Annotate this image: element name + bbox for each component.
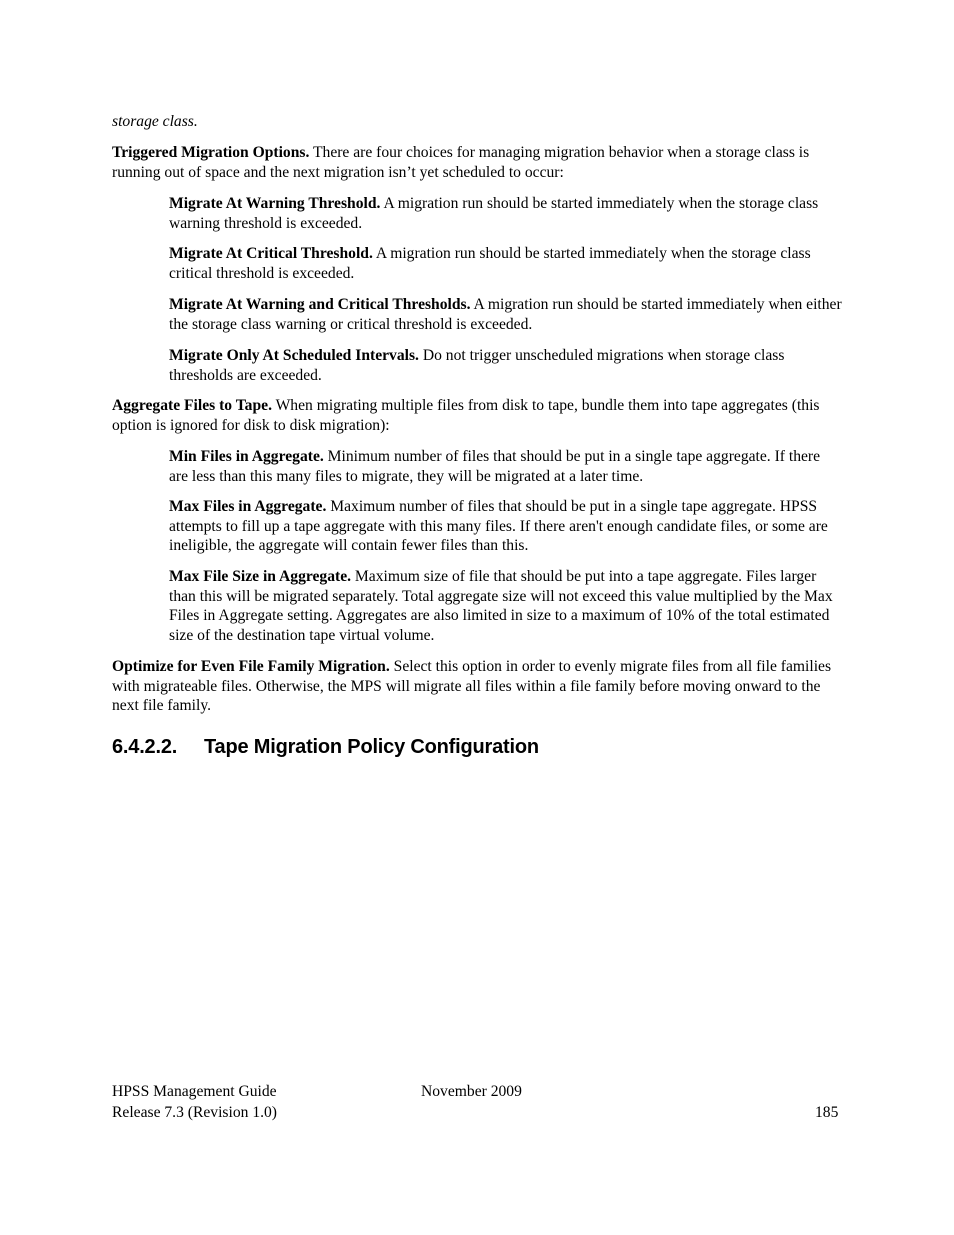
term-label: Max File Size in Aggregate. [169, 568, 352, 585]
footer-date: November 2009 [421, 1083, 522, 1100]
definition-text: Maximum size of file that should be put into a tape aggregate. Files larger than this will be migrated separately. Total aggregate size will not exceed this value multiplied by the Max Files in Aggregate setting. Aggregates are also limited in size to a maximum of 10% of the total estimated size of the destination tape virtual volume. [169, 568, 833, 644]
term-label: Min Files in Aggregate. [169, 448, 324, 465]
term-label: Migrate At Warning and Critical Thresholds. [169, 296, 471, 313]
aggregate-files-paragraph [112, 396, 842, 435]
option-max-files [169, 497, 842, 556]
option-min-files [169, 447, 842, 486]
term-label: Migrate At Critical Threshold. [169, 245, 373, 262]
term-label: Max Files in Aggregate. [169, 498, 327, 515]
definition-text: Select this option in order to evenly migrate files from all file families with migrateable files. Otherwise, the MPS will migrate all files within a file family before moving onward to the next file family. [112, 658, 832, 715]
definition-text: A migration run should be started immediately when the storage class critical threshold is exceeded. [169, 245, 811, 282]
triggered-migration-paragraph [112, 143, 842, 182]
optimize-paragraph [112, 657, 842, 716]
footer-page-number: 185 [815, 1104, 839, 1121]
option-warning-and-critical [169, 295, 842, 334]
footer-release: Release 7.3 (Revision 1.0) [112, 1104, 277, 1121]
section-heading [112, 733, 539, 761]
term-label: Migrate At Warning Threshold. [169, 195, 381, 212]
option-warning-threshold [169, 194, 842, 233]
term-label: Aggregate Files to Tape. [112, 397, 272, 414]
option-scheduled-intervals [169, 346, 842, 385]
section-number: 6.4.2.2. [112, 736, 178, 758]
option-critical-threshold [169, 244, 842, 283]
section-title: Tape Migration Policy Configuration [204, 736, 539, 758]
term-label: Optimize for Even File Family Migration. [112, 658, 390, 675]
term-label: Migrate Only At Scheduled Intervals. [169, 347, 419, 364]
option-max-file-size [169, 567, 842, 645]
definition-text: A migration run should be started immediately when either the storage class warning or critical threshold is exceeded. [169, 296, 842, 333]
definition-text: A migration run should be started immediately when the storage class warning threshold is exceeded. [169, 195, 819, 232]
definition-text: There are four choices for managing migration behavior when a storage class is running out of space and the next migration isn’t yet scheduled to occur: [112, 144, 810, 181]
definition-text: Minimum number of files that should be put in a single tape aggregate. If there are less than this many files to migrate, they will be migrated at a later time. [169, 448, 821, 485]
definition-text: Do not trigger unscheduled migrations when storage class thresholds are exceeded. [169, 347, 785, 384]
definition-text: Maximum number of files that should be put in a single tape aggregate. HPSS attempts to fill up a tape aggregate with this many files. If there aren't enough candidate files, or some are ineligible, the aggregate will contain fewer files than this. [169, 498, 828, 555]
continuation-text: storage class. [112, 113, 198, 130]
term-label: Triggered Migration Options. [112, 144, 310, 161]
footer-guide-title: HPSS Management Guide [112, 1083, 277, 1100]
definition-text: When migrating multiple files from disk to tape, bundle them into tape aggregates (this option is ignored for disk to disk migration): [112, 397, 820, 434]
